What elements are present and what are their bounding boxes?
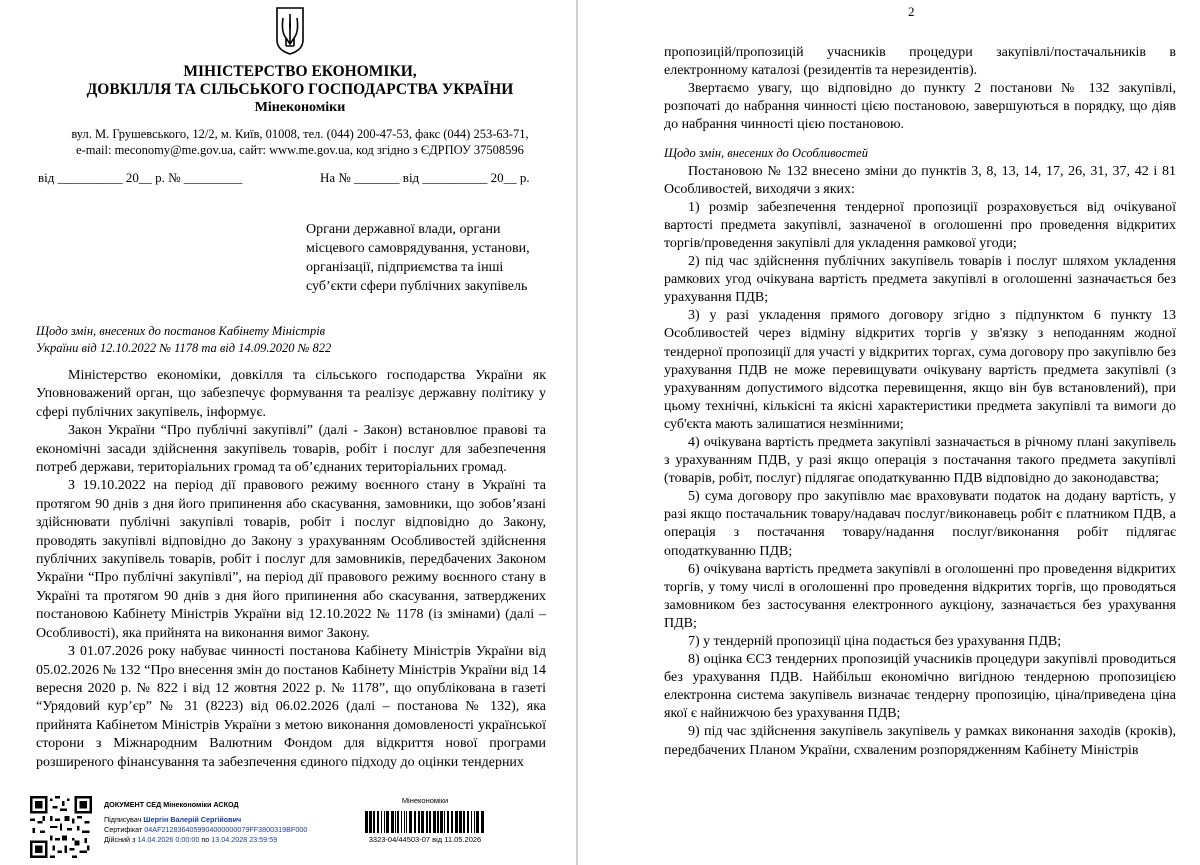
- certificate-value: 04AF2128364059904000000079FF3800319BF000: [144, 825, 308, 834]
- ministry-short-name: Мінекономіки: [254, 100, 346, 115]
- ministry-name-line1: МІНІСТЕРСТВО ЕКОНОМІКИ,: [183, 63, 417, 80]
- recipient-line: організації, підприємства та інші: [306, 260, 504, 275]
- outgoing-date-field: від __________ 20__ р. № _________: [38, 170, 243, 185]
- list-item: 3) у разі укладення прямого договору згідно з підпунктом 6 пункту 13 Особливостей через відміну відкритих торгів у зв'язку з неподанням жодної тендерної пропозиції для участі у відкритих торгах, сума договору про закупівлю без урахування ПДВ не може перевищувати очікувану вартість предмета закупівлі (з урахуванням допустимого відсотка перевищення, якщо він був встановлений), при цьому технічні, кількісні та якісні характеристики предмета закупівлі та вимоги до суб'єкта мають залишатися незмінними;: [664, 308, 1176, 432]
- list-item: 6) очікувана вартість предмета закупівлі в оголошенні про проведення відкритих торгів, у тому числі в оголошенні про проведення відкритих торгів, що проводяться замовником без застосування електронного аукціону, зазначається без урахування ПДВ;: [664, 561, 1176, 631]
- trident-emblem-icon: [274, 6, 306, 56]
- signer-label: Підписувач: [104, 815, 142, 824]
- body-paragraph: Звертаємо увагу, що відповідно до пункту 2 постанови № 132 закупівлі, розпочаті до набрання чинності цією постановою, завершуються в порядку, що діяв до набрання чинності цією постановою.: [664, 81, 1176, 133]
- ministry-name-line2: ДОВКІЛЛЯ ТА СІЛЬСЬКОГО ГОСПОДАРСТВА УКРАЇНИ: [86, 81, 514, 98]
- letter-page-1: [0, 0, 576, 865]
- valid-from-value: 14.04.2026 0:00:00: [137, 835, 200, 844]
- recipient-line: Органи державної влади, органи: [306, 222, 501, 237]
- e-signature-footer: [30, 796, 550, 860]
- subject-line2: України від 12.10.2022 № 1178 та від 14.09.2020 № 822: [36, 341, 332, 355]
- valid-to-value: 13.04.2028 23:59:59: [211, 835, 278, 844]
- recipient-line: місцевого самоврядування, установи,: [306, 241, 530, 256]
- address-line1: вул. М. Грушевського, 12/2, м. Київ, 01008, тел. (044) 200-47-53, факс (044) 253-63-71,: [71, 127, 529, 141]
- list-item: 8) оцінка ЄСЗ тендерних пропозицій учасників процедури закупівлі проводиться без урахування ПДВ. Найбільш економічно вигідною тендерною пропозицією електронна система закупівель визначає тендерну пропозицію, ціна/приведена ціна якої є найнижчою без урахування ПДВ;: [664, 652, 1176, 722]
- valid-from-label: Дійсний з: [104, 835, 136, 844]
- body-paragraph: З 19.10.2022 на період дії правового режиму воєнного стану в Україні та протягом 90 днів з дня його припинення або скасування, замовники, що зобов’язані здійснювати публічні закупівлі товарів, робіт і послуг відповідно до Закону, проводять закупівлі відповідно до Закону з урахуванням Особливостей здійснення публічних закупівель товарів, робіт і послуг для замовників, передбачених Законом України “Про публічні закупівлі”, на період дії правового режиму воєнного стану в Україні та протягом 90 днів з дня його припинення або скасування, затверджених постановою Кабінету Міністрів України від 12.10.2022 № 1178 (із змінами) (далі – Особливості), яка прийнята на виконання вимог Закону.: [36, 478, 546, 641]
- subject-block: [36, 323, 536, 357]
- body-paragraph: Міністерство економіки, довкілля та сільського господарства України як Уповноважений орган, що забезпечує формування та реалізує державну політику у сфері публічних закупівель, інформує.: [36, 368, 546, 420]
- list-item: 4) очікувана вартість предмета закупівлі зазначається в річному плані закупівель з урахуванням ПДВ, у разі якщо операція з постачання такого предмета закупівлі (товарів, робіт, послуг) підлягає оподаткуванню ПДВ відповідно до законодавства;: [664, 434, 1176, 487]
- doc-system-label: ДОКУМЕНТ СЕД Мінекономіки АСКОД: [104, 800, 239, 809]
- list-item: 1) розмір забезпечення тендерної пропозиції розраховується від очікуваної вартості предмета закупівлі, зазначеної в оголошенні про проведення відкритих торгів/проведення закупівлі для укладення рамкової угоди;: [664, 199, 1176, 251]
- list-item: 9) під час здійснення закупівель закупівель у рамках виконання заходів (кроків), передбачених Планом України, схваленим розпорядженням Кабінету Міністрів: [664, 724, 1176, 758]
- signer-name: Шергін Валерій Сергійович: [143, 815, 242, 824]
- body-paragraph: пропозицій/пропозицій учасників процедури закупівлі/постачальників в електронному каталозі (резидентів та нерезидентів).: [664, 45, 1176, 79]
- body-paragraph: Постановою № 132 внесено зміни до пунктів 3, 8, 13, 14, 17, 26, 31, 37, 42 і 81 Особливостей, виходячи з яких:: [664, 163, 1176, 197]
- qr-code-icon: [30, 796, 92, 858]
- barcode-title: Мінекономіки: [401, 796, 449, 805]
- certificate-label: Сертифікат: [104, 825, 143, 834]
- letter-page-2: [578, 0, 1200, 865]
- page-number: 2: [908, 4, 915, 19]
- recipient-block: [306, 220, 556, 296]
- letter-body: [36, 367, 546, 772]
- recipient-line: суб’єкти сфери публічних закупівель: [306, 279, 528, 294]
- body-paragraph: Закон України “Про публічні закупівлі” (далі - Закон) встановлює правові та економічні засади здійснення закупівель товарів, робіт і послуг для забезпечення потреб держави, територіальних громад та об’єднаних територіальних громад.: [36, 423, 546, 476]
- barcode-icon: [365, 811, 485, 833]
- registration-number: 3323-04/44503-07 від 11.05.2026: [368, 835, 482, 844]
- valid-to-label: по: [201, 835, 210, 844]
- reply-reference-field: На № _______ від __________ 20__ р.: [320, 170, 530, 185]
- address-line2: e-mail: meconomy@me.gov.ua, сайт: www.me.gov.ua, код згідно з ЄДРПОУ 37508596: [76, 143, 524, 157]
- subject-line1: Щодо змін, внесених до постанов Кабінету Міністрів: [36, 324, 326, 338]
- section-heading: Щодо змін, внесених до Особливостей: [664, 146, 868, 161]
- list-item: 5) сума договору про закупівлю має враховувати податок на додану вартість, у разі якщо постачальник товару/надавач послуг/виконавець робіт є платником ПДВ, а операція з постачання товару/надання послуг/виконання робіт підлягає оподаткуванню ПДВ;: [664, 489, 1176, 559]
- list-item: 7) у тендерній пропозиції ціна подається без урахування ПДВ;: [688, 634, 1062, 649]
- registration-barcode-block: [350, 796, 500, 844]
- body-paragraph: З 01.07.2026 року набуває чинності постанова Кабінету Міністрів України від 05.02.2026 № 132 “Про внесення змін до постанов Кабінету Міністрів України від 14 вересня 2020 р. № 822 і від 12 жовтня 2022 р. № 1178”, що опублікована в газеті “Урядовий кур’єр” № 31 (8223) від 06.02.2026 (далі – постанова № 132), яка прийнята Кабінетом Міністрів України з метою виконання домовленості української сторони з Міжнародним Валютним Фондом для відкриття нової програми розширеного фінансування та забезпечення єдиного підходу до оцінки тендерних: [36, 644, 546, 770]
- letter-body-continued: [664, 44, 1176, 760]
- list-item: 2) під час здійснення публічних закупівель товарів і послуг шляхом укладення рамкових угод очікувана вартість предмета закупівлі в оголошенні зазначається без урахування ПДВ;: [664, 254, 1176, 306]
